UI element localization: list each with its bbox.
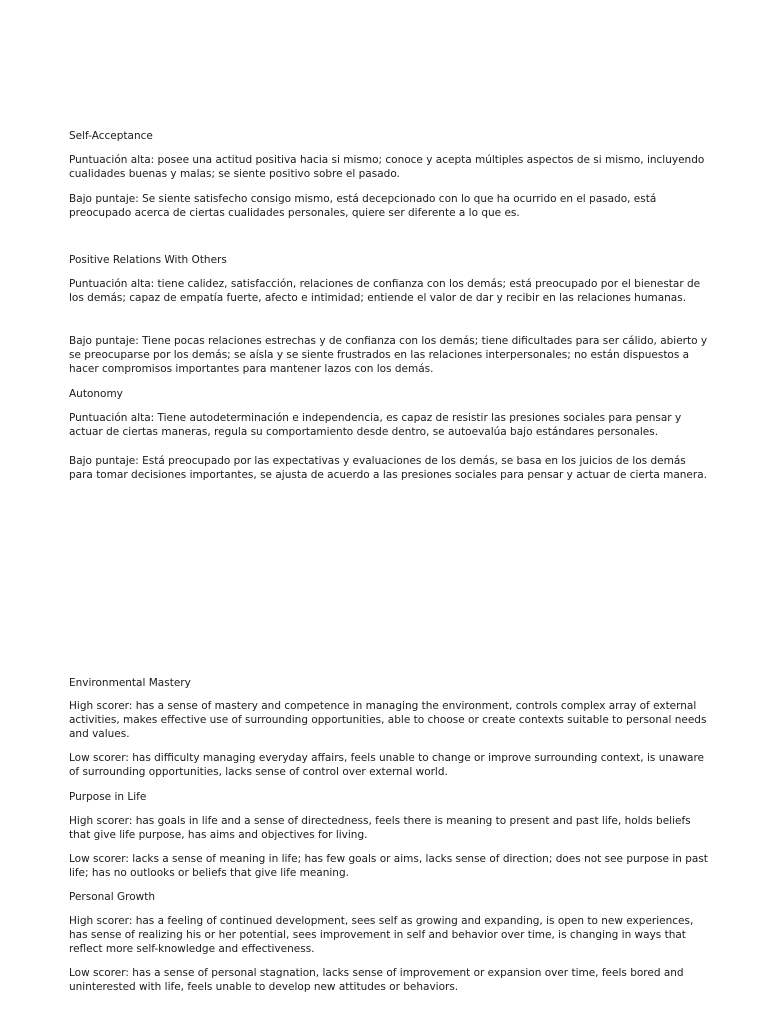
environmental-mastery-low xyxy=(69,751,709,779)
low-score-paragraph: Low scorer: has difficulty managing everyday affairs, feels unable to change or improve surrounding context, is unaware of surrounding opportunities, lacks sense of control over external world. xyxy=(69,752,705,778)
high-score-paragraph: Puntuación alta: tiene calidez, satisfacción, relaciones de confianza con los demás; está preocupado por el bienestar de los demás; capaz de empatía fuerte, afecto e intimidad; entiende el valor de dar y recibir en las relaciones humanas. xyxy=(69,278,701,304)
heading-autonomy xyxy=(69,387,709,401)
heading-purpose-in-life xyxy=(69,790,709,804)
personal-growth-high xyxy=(69,914,709,956)
low-score-paragraph: Low scorer: lacks a sense of meaning in life; has few goals or aims, lacks sense of direction; does not see purpose in past life; has no outlooks or beliefs that give life meaning. xyxy=(69,853,708,879)
heading-positive-relations xyxy=(69,253,709,267)
positive-relations-high xyxy=(69,277,709,305)
high-score-paragraph: Puntuación alta: posee una actitud positiva hacia si mismo; conoce y acepta múltiples aspectos de si mismo, incluyendo cualidades buenas y malas; se siente positivo sobre el pasado. xyxy=(69,154,705,180)
low-score-paragraph: Low scorer: has a sense of personal stagnation, lacks sense of improvement or expansion over time, feels bored and uninterested with life, feels unable to develop new attitudes or behaviors. xyxy=(69,967,684,993)
section-title: Autonomy xyxy=(69,388,123,400)
heading-environmental-mastery xyxy=(69,676,709,690)
section-title: Positive Relations With Others xyxy=(69,254,227,266)
section-title: Self-Acceptance xyxy=(69,130,153,142)
low-score-paragraph: Bajo puntaje: Se siente satisfecho consigo mismo, está decepcionado con lo que ha ocurrido en el pasado, está preocupado acerca de ciertas cualidades personales, quiere ser diferente a lo que es. xyxy=(69,193,657,219)
section-title: Purpose in Life xyxy=(69,791,147,803)
document-page xyxy=(69,0,709,1024)
section-title: Environmental Mastery xyxy=(69,677,191,689)
purpose-in-life-low xyxy=(69,852,709,880)
autonomy-high xyxy=(69,411,709,439)
environmental-mastery-high xyxy=(69,699,709,741)
autonomy-low xyxy=(69,454,709,482)
heading-personal-growth xyxy=(69,890,709,904)
high-score-paragraph: High scorer: has a sense of mastery and competence in managing the environment, controls complex array of external activities, makes effective use of surrounding opportunities, able to choose or create contexts suitable to personal needs and values. xyxy=(69,700,707,740)
self-acceptance-low xyxy=(69,192,709,220)
low-score-paragraph: Bajo puntaje: Tiene pocas relaciones estrechas y de confianza con los demás; tiene dificultades para ser cálido, abierto y se preocuparse por los demás; se aísla y se siente frustrados en las relaciones interpersonales; no están dispuestos a hacer compromisos importantes para mantener lazos con los demás. xyxy=(69,335,708,375)
purpose-in-life-high xyxy=(69,814,709,842)
high-score-paragraph: High scorer: has goals in life and a sense of directedness, feels there is meaning to present and past life, holds beliefs that give life purpose, has aims and objectives for living. xyxy=(69,815,691,841)
high-score-paragraph: High scorer: has a feeling of continued development, sees self as growing and expanding, is open to new experiences, has sense of realizing his or her potential, sees improvement in self and behavior over time, is changing in ways that reflect more self-knowledge and effectiveness. xyxy=(69,915,694,955)
section-title: Personal Growth xyxy=(69,891,155,903)
low-score-paragraph: Bajo puntaje: Está preocupado por las expectativas y evaluaciones de los demás, se basa en los juicios de los demás para tomar decisiones importantes, se ajusta de acuerdo a las presiones sociales para pensar y actuar de cierta manera. xyxy=(69,455,707,481)
heading-self-acceptance xyxy=(69,129,709,143)
high-score-paragraph: Puntuación alta: Tiene autodeterminación e independencia, es capaz de resistir las presiones sociales para pensar y actuar de ciertas maneras, regula su comportamiento desde dentro, se autoevalúa bajo estándares personales. xyxy=(69,412,682,438)
self-acceptance-high xyxy=(69,153,709,181)
personal-growth-low xyxy=(69,966,709,994)
positive-relations-low xyxy=(69,334,709,376)
